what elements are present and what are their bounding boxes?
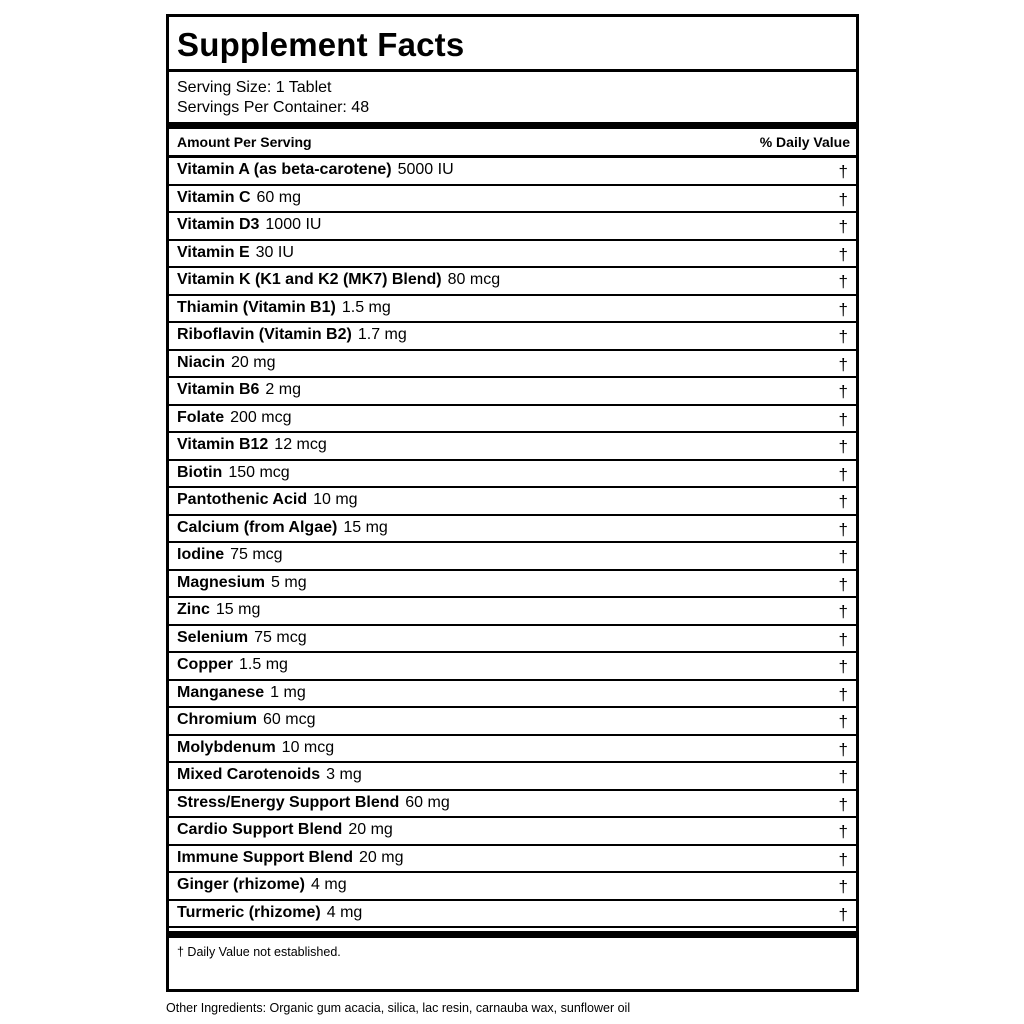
daily-value-dagger: † xyxy=(838,767,848,786)
nutrient-name: Ginger (rhizome) 4 mg xyxy=(177,876,347,893)
daily-value-dagger: † xyxy=(838,299,848,319)
nutrient-name: Immune Support Blend 20 mg xyxy=(177,848,404,866)
daily-value-dagger: † xyxy=(838,602,848,621)
nutrient-row xyxy=(169,213,856,241)
nutrient-row xyxy=(169,763,856,791)
nutrient-amount: 200 mcg xyxy=(230,408,292,426)
daily-value-dagger: † xyxy=(838,327,848,346)
servings-per-container: Servings Per Container: 48 xyxy=(177,99,370,116)
nutrient-name: Thiamin (Vitamin B1) 1.5 mg xyxy=(177,298,391,316)
nutrient-name: Vitamin B12 12 mcg xyxy=(177,436,327,453)
nutrient-name: Vitamin A (as beta-carotene) 5000 IU xyxy=(177,161,454,178)
nutrient-row xyxy=(169,406,856,434)
daily-value-dagger: † xyxy=(838,684,848,704)
daily-value-dagger: † xyxy=(838,574,848,594)
nutrient-amount: 10 mg xyxy=(313,491,358,508)
nutrient-row xyxy=(169,571,856,599)
nutrient-name: Vitamin E 30 IU xyxy=(177,243,294,261)
nutrient-amount: 1000 IU xyxy=(265,216,322,233)
nutrient-row xyxy=(169,488,856,516)
nutrient-amount: 15 mg xyxy=(343,518,388,536)
nutrient-amount: 60 mg xyxy=(405,793,450,811)
nutrient-row xyxy=(169,186,856,214)
nutrient-amount: 4 mg xyxy=(311,876,347,893)
nutrient-name: Selenium 75 mcg xyxy=(177,628,307,646)
nutrient-row xyxy=(169,598,856,626)
daily-value-dagger: † xyxy=(838,162,848,181)
nutrient-row xyxy=(169,653,856,681)
nutrient-name: Turmeric (rhizome) 4 mg xyxy=(177,903,363,921)
nutrient-amount: 5000 IU xyxy=(397,161,454,178)
nutrient-name: Zinc 15 mg xyxy=(177,601,261,618)
daily-value-dagger: † xyxy=(838,382,848,401)
nutrient-name: Niacin 20 mg xyxy=(177,353,276,371)
nutrient-amount: 60 mcg xyxy=(263,711,316,728)
daily-value-dagger: † xyxy=(838,189,848,209)
nutrient-name: Biotin 150 mcg xyxy=(177,463,290,481)
daily-value-dagger: † xyxy=(838,519,848,539)
nutrient-row xyxy=(169,736,856,764)
nutrient-amount: 1.5 mg xyxy=(239,656,288,673)
daily-value-dagger: † xyxy=(838,547,848,566)
daily-value-dagger: † xyxy=(838,877,848,896)
nutrient-name: Riboflavin (Vitamin B2) 1.7 mg xyxy=(177,326,407,343)
thick-divider-bottom xyxy=(169,931,856,938)
nutrient-amount: 1.5 mg xyxy=(341,298,391,316)
nutrient-amount: 3 mg xyxy=(326,766,362,783)
serving-size: Serving Size: 1 Tablet xyxy=(177,79,332,96)
daily-value-dagger: † xyxy=(838,244,848,264)
supplement-facts-panel xyxy=(166,14,859,992)
nutrient-amount: 2 mg xyxy=(265,381,301,398)
other-ingredients: Other Ingredients: Organic gum acacia, silica, lac resin, carnauba wax, sunflower oil xyxy=(166,1001,631,1015)
daily-value-dagger: † xyxy=(838,712,848,731)
nutrient-amount: 15 mg xyxy=(215,601,261,618)
daily-value-dagger: † xyxy=(838,464,848,484)
nutrient-name: Vitamin K (K1 and K2 (MK7) Blend) 80 mcg xyxy=(177,271,501,288)
nutrient-name: Molybdenum 10 mcg xyxy=(177,738,335,756)
nutrient-row xyxy=(169,296,856,324)
nutrient-list xyxy=(169,158,856,928)
daily-value-header: % Daily Value xyxy=(759,134,850,150)
daily-value-dagger: † xyxy=(838,904,848,924)
nutrient-amount: 75 mcg xyxy=(254,628,307,646)
daily-value-dagger: † xyxy=(838,794,848,814)
nutrient-name: Vitamin C 60 mg xyxy=(177,188,301,206)
daily-value-dagger: † xyxy=(838,272,848,291)
nutrient-name: Chromium 60 mcg xyxy=(177,711,316,728)
thick-divider-top xyxy=(169,122,856,129)
daily-value-dagger: † xyxy=(838,492,848,511)
amount-per-serving-header: Amount Per Serving xyxy=(177,134,312,150)
nutrient-name: Manganese 1 mg xyxy=(177,683,306,701)
nutrient-row xyxy=(169,543,856,571)
nutrient-row xyxy=(169,626,856,654)
serving-info xyxy=(177,78,369,118)
nutrient-amount: 20 mg xyxy=(231,353,276,371)
nutrient-row xyxy=(169,873,856,901)
nutrient-amount: 1.7 mg xyxy=(357,326,407,343)
nutrient-row xyxy=(169,268,856,296)
nutrient-row xyxy=(169,351,856,379)
nutrient-row xyxy=(169,818,856,846)
nutrient-row xyxy=(169,461,856,489)
nutrient-row xyxy=(169,433,856,461)
nutrient-row xyxy=(169,323,856,351)
nutrient-name: Magnesium 5 mg xyxy=(177,573,307,591)
nutrient-amount: 20 mg xyxy=(359,848,404,866)
nutrient-name: Iodine 75 mcg xyxy=(177,546,283,563)
nutrient-amount: 4 mg xyxy=(326,903,363,921)
nutrient-name: Vitamin D3 1000 IU xyxy=(177,216,322,233)
nutrient-row xyxy=(169,516,856,544)
nutrient-name: Mixed Carotenoids 3 mg xyxy=(177,766,362,783)
daily-value-dagger: † xyxy=(838,657,848,676)
nutrient-amount: 60 mg xyxy=(256,188,301,206)
nutrient-row xyxy=(169,378,856,406)
nutrient-name: Vitamin B6 2 mg xyxy=(177,381,301,398)
nutrient-name: Folate 200 mcg xyxy=(177,408,292,426)
nutrient-row xyxy=(169,158,856,186)
nutrient-row xyxy=(169,708,856,736)
daily-value-dagger: † xyxy=(838,217,848,236)
nutrient-row xyxy=(169,901,856,929)
daily-value-footnote: † Daily Value not established. xyxy=(177,945,341,959)
nutrient-name: Cardio Support Blend 20 mg xyxy=(177,821,393,838)
nutrient-amount: 12 mcg xyxy=(274,436,327,453)
nutrient-name: Stress/Energy Support Blend 60 mg xyxy=(177,793,450,811)
daily-value-dagger: † xyxy=(838,739,848,759)
daily-value-dagger: † xyxy=(838,822,848,841)
title-divider xyxy=(169,69,856,72)
daily-value-dagger: † xyxy=(838,849,848,869)
nutrient-amount: 150 mcg xyxy=(228,463,290,481)
panel-title: Supplement Facts xyxy=(177,26,465,63)
daily-value-dagger: † xyxy=(838,437,848,456)
nutrient-row xyxy=(169,846,856,874)
nutrient-amount: 10 mcg xyxy=(281,738,335,756)
nutrient-name: Calcium (from Algae) 15 mg xyxy=(177,518,388,536)
nutrient-name: Pantothenic Acid 10 mg xyxy=(177,491,358,508)
nutrient-amount: 5 mg xyxy=(271,573,307,591)
daily-value-dagger: † xyxy=(838,354,848,374)
nutrient-amount: 30 IU xyxy=(255,243,294,261)
nutrient-amount: 1 mg xyxy=(270,683,306,701)
nutrient-amount: 20 mg xyxy=(348,821,393,838)
nutrient-row xyxy=(169,681,856,709)
nutrient-name: Copper 1.5 mg xyxy=(177,656,288,673)
nutrient-amount: 75 mcg xyxy=(230,546,283,563)
nutrient-row xyxy=(169,791,856,819)
daily-value-dagger: † xyxy=(838,409,848,429)
nutrient-amount: 80 mcg xyxy=(447,271,501,288)
nutrient-row xyxy=(169,241,856,269)
column-header-row xyxy=(169,129,856,158)
daily-value-dagger: † xyxy=(838,629,848,649)
